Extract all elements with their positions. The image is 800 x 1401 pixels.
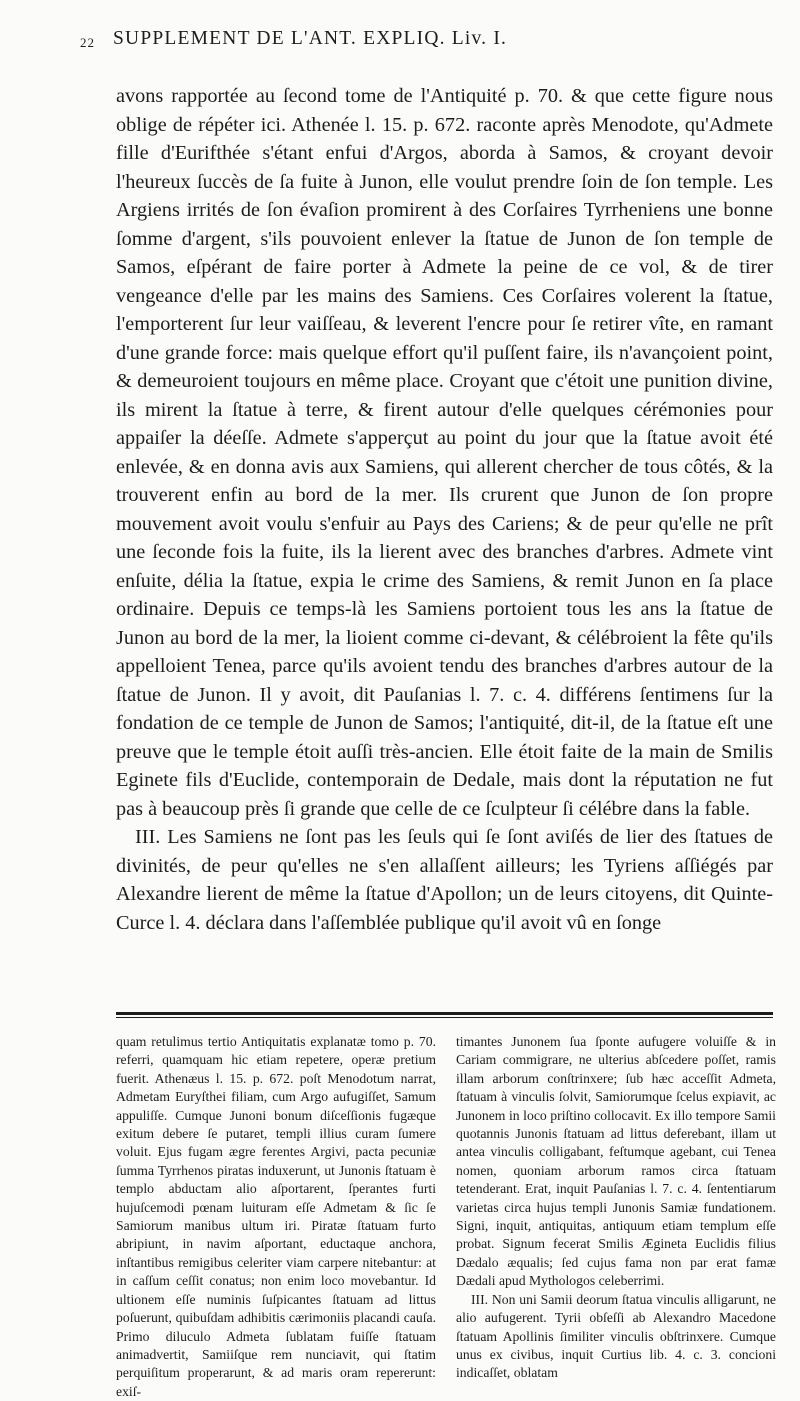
footnote-column-right: [456, 1033, 776, 1401]
page-header: [80, 22, 770, 62]
footnote-column-left: [116, 1033, 436, 1401]
footnotes: [116, 1033, 776, 1401]
page-number: 22: [80, 35, 95, 50]
footnote-right-text-1: timantes Junonem ſua ſponte aufugere voluiſſe & in Cariam commigrare, ne ulterius abſcedere poſſet, ramis illam arborum conſtrinxere; ſub hæc acceſſit Admeta, ſtatuam à vinculis ſolvit, Samiorumque ſcelus expiavit, ac Junonem in loco priſtino collocavit. Ex illo tempore Samii quotannis Junonis ſtatuam ad littus deferebant, illam ut antea vinculis colligabant, feſtumque agebant, cui Tenea nomen, quoniam arborum ramos circa ſtatuam tetenderant. Erat, inquit Pauſanias l. 7. c. 4. ſententiarum varietas circa hujus templi Junonis Samiæ fundationem. Signi, inquit, antiquitas, antiquum etiam templum eſſe probat. Signum fecerat Smilis Ægineta Euclidis filius Dædalo æqualis; ſed cujus fama non par erat famæ Dædali apud Mythologos celeberrimi.: [456, 1034, 776, 1289]
footnote-divider-thin: [116, 1017, 773, 1018]
running-head: SUPPLEMENT DE L'ANT. EXPLIQ. Liv. I.: [113, 28, 508, 49]
main-paragraph-continued: avons rapportée au ſecond tome de l'Antiquité p. 70. & que cette figure nous oblige de répéter ici. Athenée l. 15. p. 672. raconte après Menodote, qu'Admete fille d'Eurifthée s'étant enfui d'Argos, aborda à Samos, & croyant devoir l'heureux ſuccès de ſa fuite à Junon, elle voulut prendre ſoin de ſon temple. Les Argiens irrités de ſon évaſion promirent à des Corſaires Tyrrheniens une bonne ſomme d'argent, s'ils pouvoient enlever la ſtatue de Junon de ſon temple de Samos, eſpérant de faire porter à Admete la peine de ce vol, & de tirer vengeance d'elle par les mains des Samiens. Ces Corſaires volerent la ſtatue, l'emporterent ſur leur vaiſſeau, & leverent l'encre pour ſe retirer vîte, en ramant d'une grande force: mais quelque effort qu'il puſſent faire, ils n'avançoient point, & demeuroient toujours en même place. Croyant que c'étoit une punition divine, ils mirent la ſtatue à terre, & firent autour d'elle quelques cérémonies pour appaiſer la déeſſe. Admete s'apperçut au point du jour que la ſtatue avoit été enlevée, & en donna avis aux Samiens, qui allerent chercher de tous côtés, & la trouverent enfin au bord de la mer. Ils crurent que Junon de ſon propre mouvement avoit voulu s'enfuir au Pays des Cariens; & de peur qu'elle ne prît une ſeconde fois la fuite, ils la lierent avec des branches d'arbres. Admete vint enſuite, délia la ſtatue, expia le crime des Samiens, & remit Junon en ſa place ordinaire. Depuis ce temps-là les Samiens portoient tous les ans la ſtatue de Junon au bord de la mer, la lioient comme ci-devant, & célébroient la fête qu'ils appelloient Tenea, parce qu'ils avoient tendu des branches d'arbres autour de la ſtatue de Junon. Il y avoit, dit Pauſanias l. 7. c. 4. différens ſentimens ſur la fondation de ce temple de Junon de Samos; l'antiquité, dit-il, de la ſtatue eſt une preuve que le temple étoit auſſi très-ancien. Elle étoit faite de la main de Smilis Eginete fils d'Euclide, contemporain de Dedale, mais dont la réputation ne fut pas à beaucoup près ſi grande que celle de ce ſculpteur ſi célébre dans la fable.: [116, 85, 773, 820]
main-text: [116, 82, 773, 937]
main-paragraph-section-iii: III. Les Samiens ne ſont pas les ſeuls qui ſe ſont aviſés de lier des ſtatues de divinités, de peur qu'elles ne s'en allaſſent ailleurs; les Tyriens aſſiégés par Alexandre lierent de même la ſtatue d'Apollon; un de leurs citoyens, dit Quinte-Curce l. 4. déclara dans l'aſſemblée publique qu'il avoit vû en ſonge: [116, 826, 773, 934]
footnote-left-text: quam retulimus tertio Antiquitatis explanatæ tomo p. 70. referri, quamquam hic etiam repetere, operæ pretium fuerit. Athenæus l. 15. p. 672. poſt Menodotum narrat, Admetam Euryſthei filiam, cum Argo aufugiſſet, Samum appuliſſe. Cumque Junoni bonum diſceſſionis fugæque exitum debere ſe putaret, templi illius curam ſumere voluit. Ejus fugam ægre ferentes Argivi, pacta pecuniæ ſumma Tyrrhenos piratas induxerunt, ut Junonis ſtatuam è templo abductam alio aſportarent, ſperantes furti hujuſcemodi pœnam luituram eſſe Admetam & ſic ſe Samiorum manibus ultum iri. Piratæ ſtatuam furto abripiunt, in navim aſportant, eductaque anchora, inſtantibus remigibus celeriter viam carpere nitebantur: at in caſſum ceſſit conatus; non enim loco movebantur. Id ultionem eſſe numinis ſuſpicantes ſtatuam ad littus poſuerunt, quibuſdam adhibitis cærimoniis placandi cauſa. Primo diluculo Admeta ſublatam fuiſſe ſtatuam animadvertit, Samiiſque rem nunciavit, qui ſtatim perquiſitum properarunt, & ad maris oram repererunt: exiſ-: [116, 1034, 436, 1399]
footnote-right-text-2: III. Non uni Samii deorum ſtatua vinculis alligarunt, ne alio aufugerent. Tyrii obſeſſi ab Alexandro Macedone ſtatuam Apollinis ſimiliter vinculis obſtrinxere. Cumque unus ex civibus, inquit Curtius lib. 4. c. 3. concioni indicaſſet, oblatam: [456, 1291, 776, 1381]
footnote-divider-thick: [116, 1012, 773, 1015]
